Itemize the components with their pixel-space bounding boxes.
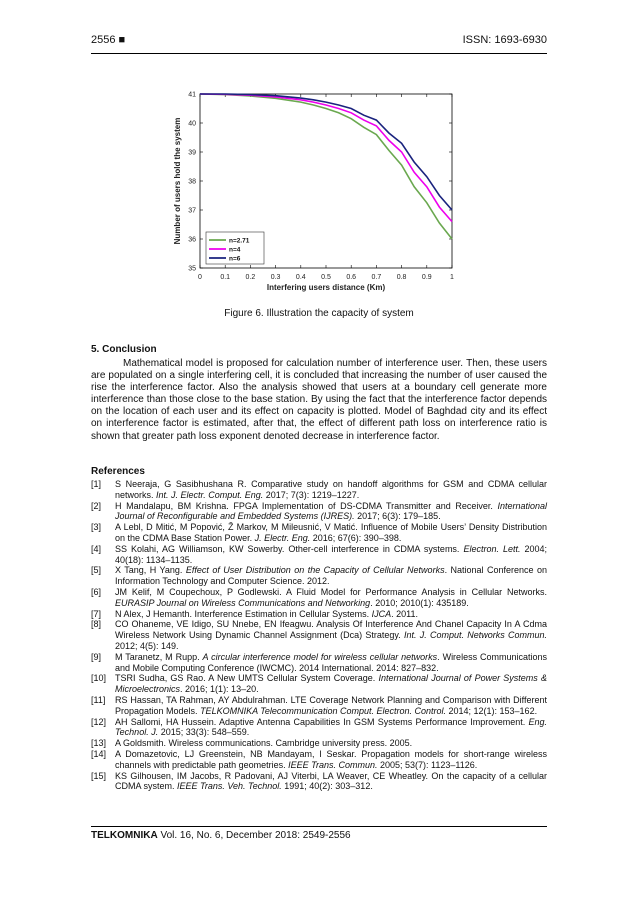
reference-number: [3] bbox=[91, 522, 102, 533]
footer-citation: Vol. 16, No. 6, December 2018: 2549-2556 bbox=[160, 830, 351, 841]
page-number: 2556 bbox=[91, 34, 116, 46]
reference-body: M Taranetz, M Rupp. bbox=[115, 651, 203, 662]
reference-body: A Lebl, D Mitić, M Popović, Ž Markov, M Mileusnić, V Matić. Influence of Mobile Users’ Density Distribution on the CDMA Base Station Power. bbox=[115, 522, 547, 543]
reference-source: Eng. Technol. J. bbox=[115, 716, 547, 738]
reference-number: [1] bbox=[91, 479, 102, 489]
reference-item bbox=[91, 717, 547, 739]
reference-body: SS Kolahi, AG Williamson, KW Sowerby. Other-cell interference in CDMA systems. bbox=[115, 543, 464, 554]
x-tick-label: 0.4 bbox=[295, 274, 306, 281]
reference-source: IJCA bbox=[371, 608, 392, 619]
reference-details: 2005; 53(7): 1123–1126. bbox=[377, 759, 478, 770]
x-tick-label: 0.7 bbox=[371, 274, 382, 281]
legend-label: n=2.71 bbox=[229, 237, 250, 245]
y-tick-label: 35 bbox=[188, 265, 196, 273]
reference-source: Int. J. Electr. Comput. Eng. bbox=[156, 489, 264, 500]
footer bbox=[91, 830, 351, 841]
reference-text bbox=[115, 619, 547, 651]
reference-text bbox=[115, 609, 547, 620]
reference-number: [14] bbox=[91, 748, 107, 759]
reference-text bbox=[115, 771, 547, 793]
legend-label: n=4 bbox=[229, 246, 241, 254]
reference-item bbox=[91, 673, 547, 695]
reference-body: RS Hassan, TA Rahman, AY Abdulrahman. LTE Coverage Network Planning and Comparison with Different Propagation Models. bbox=[115, 694, 547, 716]
reference-item bbox=[91, 652, 547, 674]
reference-item bbox=[91, 522, 547, 544]
reference-source: Effect of User Distribution on the Capacity of Cellular Networks bbox=[185, 565, 445, 576]
y-tick-label: 39 bbox=[188, 149, 196, 157]
figure-caption: Figure 6. Illustration the capacity of system bbox=[224, 308, 414, 319]
conclusion-paragraph: Mathematical model is proposed for calculation number of interference user. Then, these users are populated on a single interfering cell, it is concluded that increasing the number of user caused the rise the interference factor. Also the analysis showed that users at a boundary cell generate more interference than those close to the base station. By using the fact that the interference factor depends on the location of each user and its effect on capacity is plotted. Model of Baghdad city and its effect on interference factor is estimated, after that, the effect of different path loss on interference ratio is shown that greater path loss exponent denoted decrease in interference factor. bbox=[91, 358, 547, 442]
running-header-left bbox=[91, 34, 125, 46]
references-heading: References bbox=[91, 466, 145, 477]
x-tick-label: 0.9 bbox=[421, 274, 432, 281]
reference-body: S Neeraja, G Sasibhushana R. Comparative study on handoff algorithms for GSM and CDMA cellular networks. bbox=[115, 479, 547, 500]
issn: ISSN: 1693-6930 bbox=[462, 34, 547, 46]
reference-details: . National Conference on Information Technology and Computer Science. 2012. bbox=[115, 565, 548, 587]
capacity-chart bbox=[160, 86, 470, 296]
reference-text bbox=[115, 479, 547, 501]
reference-number: [10] bbox=[91, 673, 107, 684]
reference-body: KS Gilhousen, IM Jacobs, R Padovani, AJ Viterbi, LA Weaver, CE Wheatley. On the capacity of a cellular CDMA system. bbox=[115, 770, 547, 792]
x-tick-label: 0.2 bbox=[245, 274, 256, 281]
reference-body: CO Ohaneme, VE Idigo, SU Nnebe, EN Ifeagwu. Analysis Of Interference And Chanel Capacity In A Cdma Wireless Network Using Dynamic Channel Assignment (Dca) Strategy. bbox=[115, 619, 547, 641]
reference-text bbox=[115, 717, 547, 739]
reference-details: . 2010; 2010(1): 435189. bbox=[370, 597, 469, 608]
reference-item bbox=[91, 695, 547, 717]
reference-body: X Tang, H Yang. bbox=[115, 565, 186, 576]
x-tick-label: 0.6 bbox=[346, 274, 357, 281]
reference-text bbox=[115, 522, 547, 544]
x-axis-label: Interfering users distance (Km) bbox=[266, 283, 386, 292]
footer-rule bbox=[91, 826, 547, 827]
reference-text bbox=[115, 673, 547, 695]
reference-source: A circular interference model for wireless cellular networks bbox=[202, 651, 438, 662]
x-tick-label: 0.5 bbox=[321, 274, 331, 281]
reference-details: . Wireless Communications and Mobile Computing Conference (IWCMC). 2014 International. 2014: 827–832. bbox=[115, 651, 548, 673]
reference-source: J. Electr. Eng. bbox=[254, 532, 311, 543]
reference-item bbox=[91, 565, 547, 587]
reference-source: International Journal of Power Systems & Microelectronics bbox=[115, 673, 547, 695]
reference-body: AH Sallomi, HA Hussein. Adaptive Antenna Capabilities In GSM Systems Performance Improvement. bbox=[115, 716, 529, 727]
reference-details: 2004; 40(18): 1134–1135. bbox=[115, 543, 547, 565]
header-bullet: ■ bbox=[118, 34, 126, 46]
reference-source: Electron. Lett. bbox=[463, 543, 521, 554]
x-tick-label: 0.1 bbox=[220, 274, 231, 281]
reference-number: [4] bbox=[91, 543, 102, 554]
reference-number: [5] bbox=[91, 565, 102, 576]
y-tick-label: 36 bbox=[188, 236, 196, 244]
reference-text bbox=[115, 587, 547, 609]
reference-item bbox=[91, 771, 547, 793]
reference-number: [8] bbox=[91, 619, 102, 630]
reference-text bbox=[115, 695, 547, 717]
reference-body: N Alex, J Hemanth. Interference Estimation in Cellular Systems. bbox=[115, 608, 372, 619]
reference-text bbox=[115, 749, 547, 771]
reference-item bbox=[91, 544, 547, 566]
reference-text bbox=[115, 738, 547, 749]
reference-item bbox=[91, 501, 547, 523]
reference-body: A Goldsmith. Wireless communications. Cambridge university press. 2005. bbox=[115, 738, 413, 749]
reference-text bbox=[115, 544, 547, 566]
reference-details: 2017; 7(3): 1219–1227. bbox=[263, 489, 360, 500]
reference-number: [6] bbox=[91, 586, 102, 597]
reference-details: 2016; 67(6): 390–398. bbox=[310, 532, 402, 543]
reference-item bbox=[91, 479, 547, 501]
reference-source: IEEE Trans. Veh. Technol. bbox=[177, 781, 282, 792]
reference-item bbox=[91, 738, 547, 749]
reference-item bbox=[91, 609, 547, 620]
y-tick-label: 38 bbox=[188, 178, 196, 186]
reference-number: [11] bbox=[91, 694, 106, 705]
reference-details: 2017; 6(3): 179–185. bbox=[354, 511, 441, 522]
reference-number: [9] bbox=[91, 651, 102, 662]
reference-body: A Domazetovic, LJ Greenstein, NB Mandayam, I Seskar. Propagation models for short-range wireless channels with predictable path geometries. bbox=[115, 748, 547, 770]
reference-details: 2015; 33(3): 548–559. bbox=[158, 727, 250, 738]
y-tick-label: 41 bbox=[188, 91, 196, 99]
reference-item bbox=[91, 749, 547, 771]
reference-details: 1991; 40(2): 303–312. bbox=[281, 781, 373, 792]
reference-text bbox=[115, 501, 547, 523]
reference-source: International Journal of Reconfigurable and Embedded Systems (IJRES). bbox=[115, 500, 547, 522]
reference-number: [15] bbox=[91, 770, 107, 781]
x-tick-label: 1 bbox=[450, 274, 454, 281]
reference-number: [2] bbox=[91, 500, 102, 511]
reference-item bbox=[91, 619, 547, 651]
reference-details: 2014; 12(1): 153–162. bbox=[446, 705, 538, 716]
header-rule bbox=[91, 53, 547, 54]
legend-label: n=6 bbox=[229, 255, 241, 263]
reference-text bbox=[115, 565, 547, 587]
reference-item bbox=[91, 587, 547, 609]
reference-body: TSRI Sudha, GS Rao. A New UMTS Cellular System Coverage. bbox=[115, 673, 379, 684]
reference-source: EURASIP Journal on Wireless Communications and Networking bbox=[115, 597, 371, 608]
reference-body: JM Kelif, M Coupechoux, P Godlewski. A Fluid Model for Performance Analysis in Cellular Networks. bbox=[115, 586, 547, 597]
reference-list bbox=[91, 479, 547, 792]
reference-source: Int. J. Comput. Networks Commun. bbox=[403, 630, 547, 641]
x-tick-label: 0 bbox=[198, 274, 202, 281]
section-title: 5. Conclusion bbox=[91, 344, 157, 355]
reference-details: 2012; 4(5): 149. bbox=[115, 640, 179, 651]
reference-number: [7] bbox=[91, 608, 102, 619]
reference-source: TELKOMNIKA Telecommunication Comput. Electron. Control. bbox=[200, 705, 446, 716]
y-tick-label: 40 bbox=[188, 120, 196, 128]
reference-source: IEEE Trans. Commun. bbox=[288, 759, 378, 770]
y-axis-label: Number of users hold the system bbox=[173, 117, 182, 245]
reference-details: . 2011. bbox=[391, 608, 418, 619]
reference-details: . 2016; 1(1): 13–20. bbox=[180, 684, 259, 695]
footer-journal: TELKOMNIKA bbox=[91, 830, 158, 841]
x-tick-label: 0.8 bbox=[396, 274, 407, 281]
x-tick-label: 0.3 bbox=[270, 274, 281, 281]
reference-number: [12] bbox=[91, 716, 107, 727]
reference-body: H Mandalapu, BM Krishna. FPGA Implementation of DS-CDMA Transmitter and Receiver. bbox=[115, 500, 498, 511]
y-tick-label: 37 bbox=[188, 207, 196, 215]
reference-number: [13] bbox=[91, 738, 107, 749]
reference-text bbox=[115, 652, 547, 674]
